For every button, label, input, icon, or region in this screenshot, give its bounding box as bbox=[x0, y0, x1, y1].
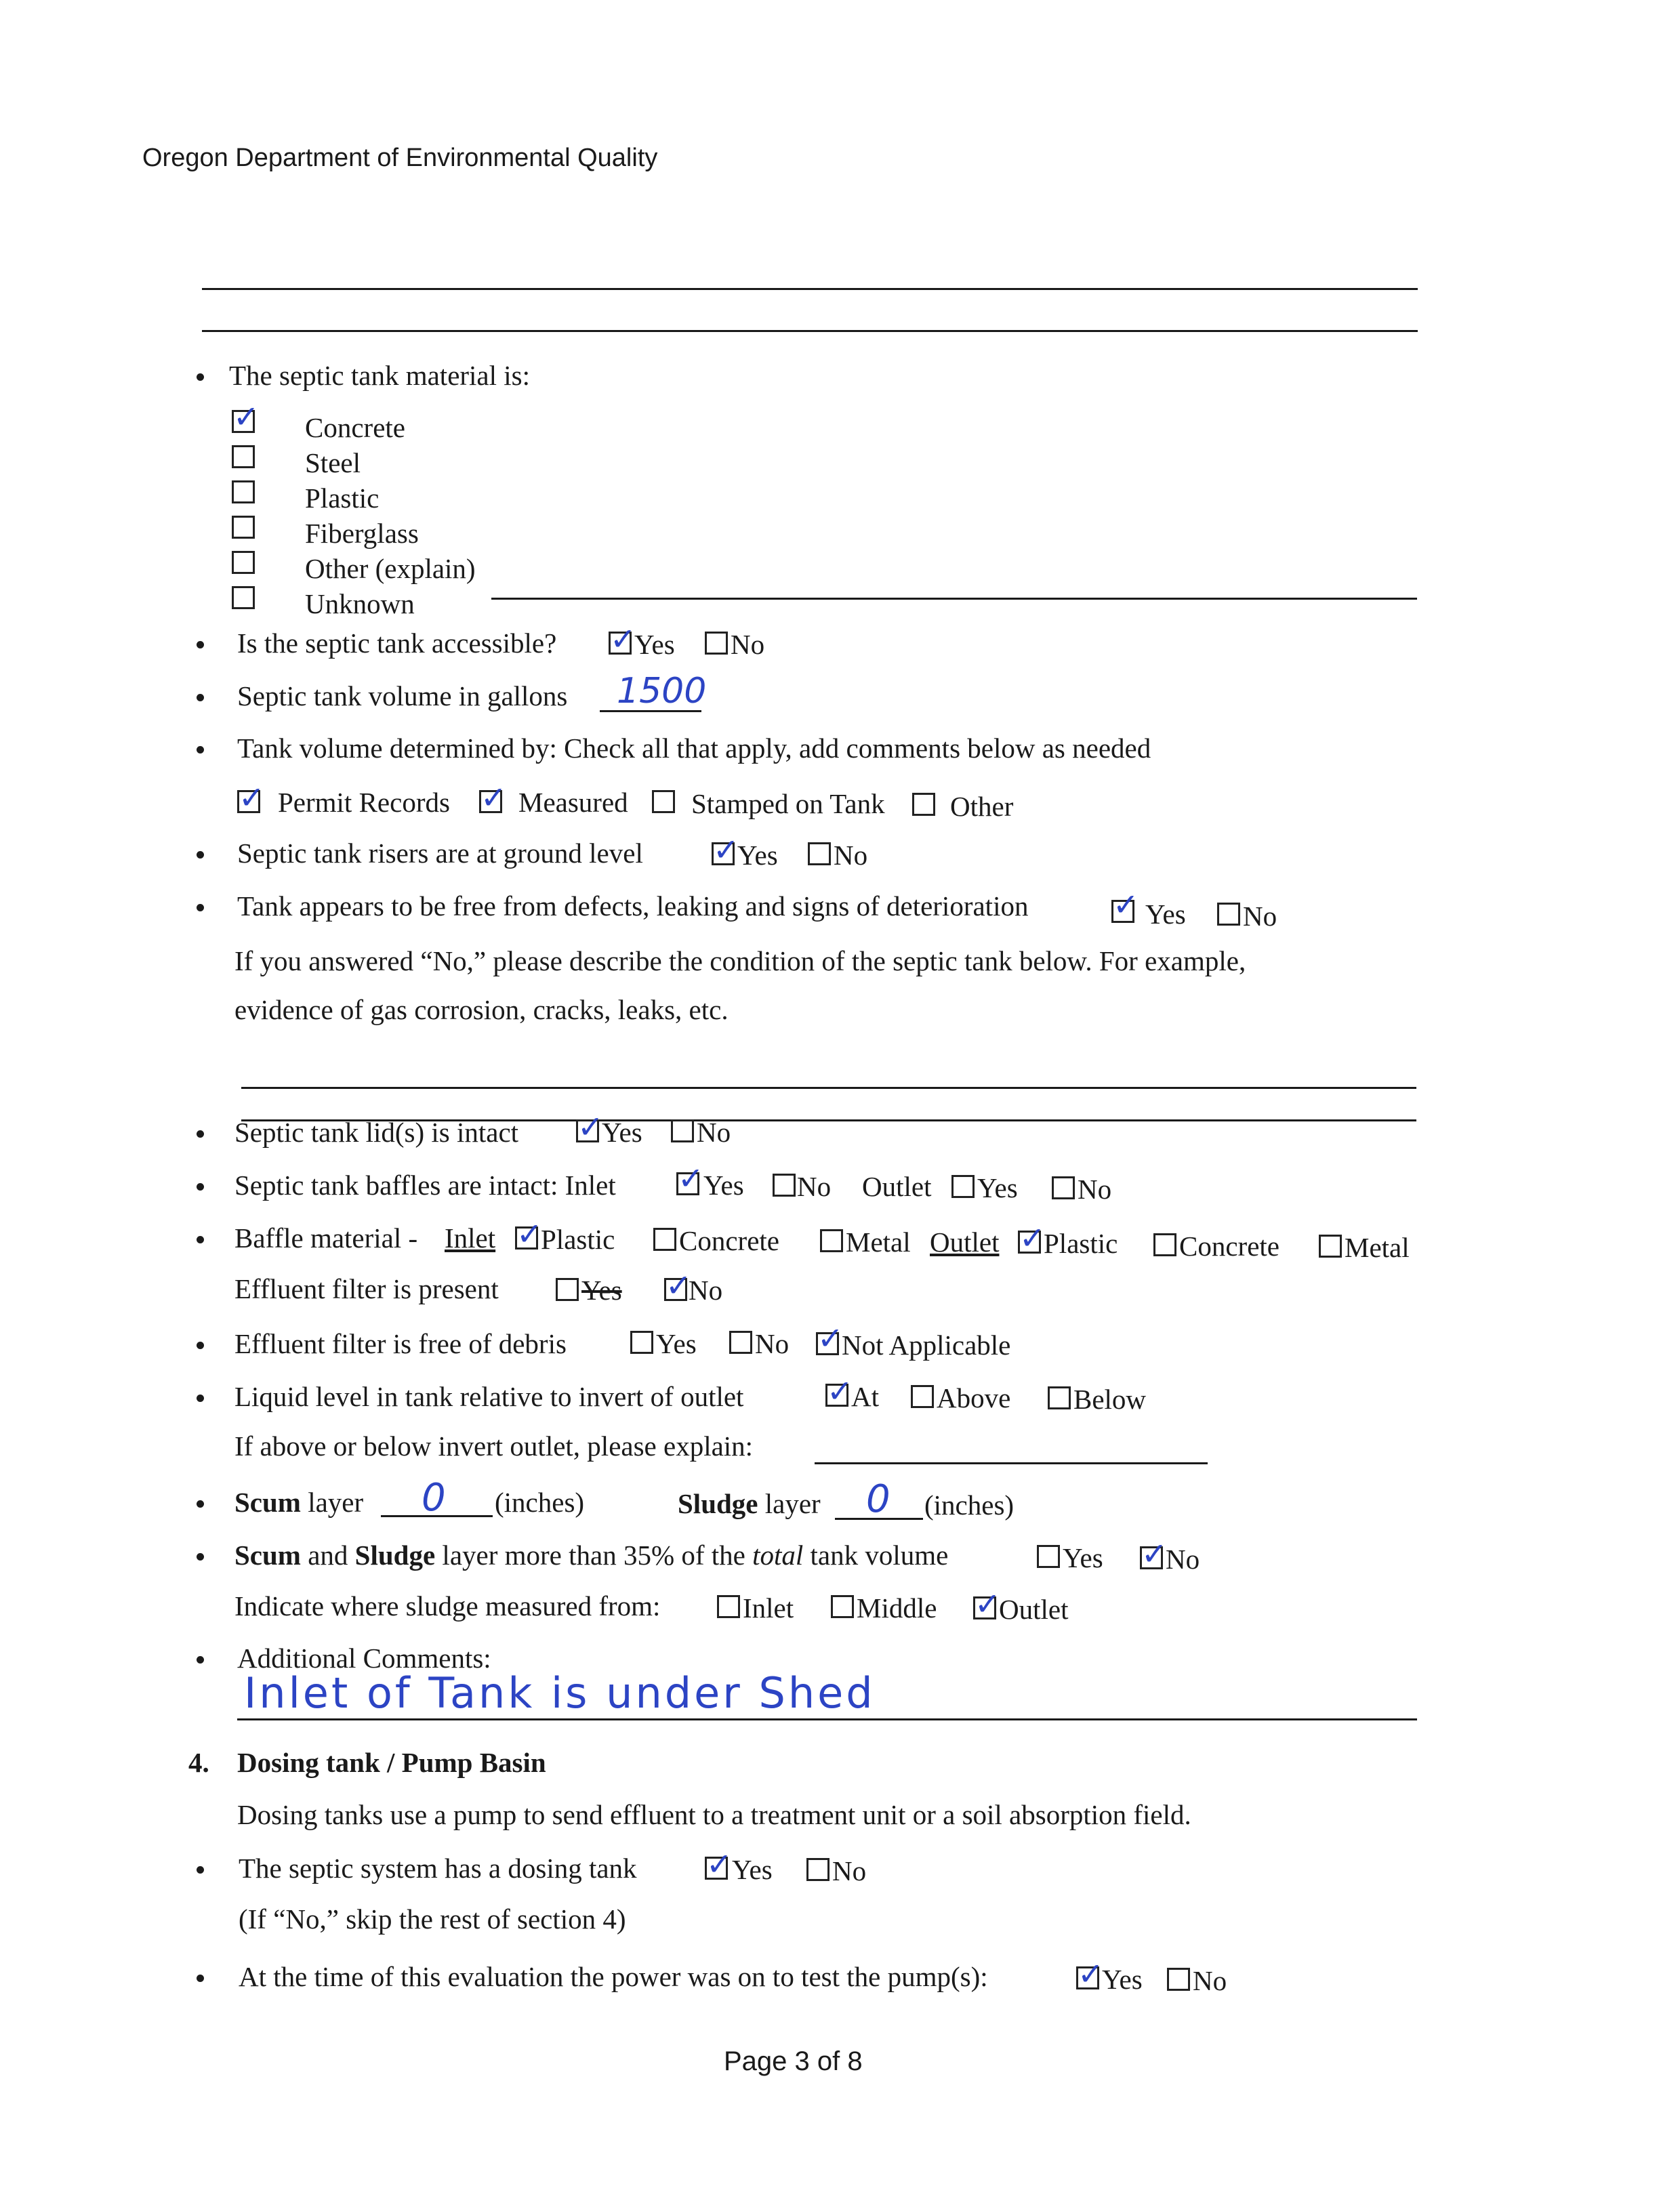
outlet-metal-label: Metal bbox=[1345, 1232, 1410, 1263]
section-description: Dosing tanks use a pump to send effluent to a treatment unit or a soil absorption field. bbox=[237, 1799, 1191, 1830]
defects-label: Tank appears to be free from defects, leaking and signs of deterioration bbox=[237, 890, 1029, 922]
percent-sludge: Sludge bbox=[354, 1540, 436, 1571]
bullet bbox=[197, 1866, 204, 1874]
check-mark: ✓ bbox=[480, 779, 507, 816]
defects-note-2: evidence of gas corrosion, cracks, leaks, etc. bbox=[234, 994, 729, 1025]
inlet-yes-label: Yes bbox=[703, 1170, 744, 1201]
liquid-explain-label: If above or below invert outlet, please explain: bbox=[234, 1430, 754, 1462]
free-no-label: No bbox=[755, 1328, 790, 1359]
bullet bbox=[197, 904, 204, 911]
scum-layer-word: layer bbox=[300, 1487, 364, 1518]
defects-note-1: If you answered “No,” please describe the condition of the septic tank below. For example, bbox=[234, 945, 1246, 976]
bullet bbox=[197, 641, 204, 648]
checkbox-outlet-concrete[interactable] bbox=[1153, 1233, 1176, 1256]
checkbox-inlet-concrete[interactable] bbox=[653, 1228, 676, 1251]
sludge-label bbox=[678, 1487, 821, 1520]
baffle-outlet-label: Outlet bbox=[930, 1226, 1000, 1258]
check-mark: ✓ bbox=[706, 1846, 733, 1882]
bullet bbox=[197, 851, 204, 859]
checkbox-lid-no[interactable] bbox=[671, 1119, 694, 1142]
bullet bbox=[197, 1975, 204, 1982]
option-steel: Steel bbox=[305, 447, 361, 478]
risers-no-label: No bbox=[834, 840, 868, 871]
percent-total: total bbox=[752, 1540, 804, 1571]
outlet-label: Outlet bbox=[862, 1171, 932, 1202]
check-mark: ✓ bbox=[678, 1160, 704, 1197]
inlet-metal-label: Metal bbox=[846, 1226, 911, 1258]
option-unknown: Unknown bbox=[305, 588, 415, 619]
sludge-layer-word: layer bbox=[758, 1488, 821, 1519]
inlet-plastic-label: Plastic bbox=[541, 1224, 615, 1255]
check-mark-concrete: ✓ bbox=[233, 398, 260, 435]
outlet-plastic-label: Plastic bbox=[1044, 1228, 1118, 1259]
comments-label: Additional Comments: bbox=[237, 1643, 491, 1674]
check-mark: ✓ bbox=[1141, 1535, 1168, 1572]
risers-yes-label: Yes bbox=[737, 840, 778, 871]
check-mark: ✓ bbox=[1019, 1220, 1046, 1256]
check-mark: ✓ bbox=[713, 831, 739, 868]
percent-and: and bbox=[300, 1540, 355, 1571]
bullet bbox=[197, 1395, 204, 1402]
option-plastic: Plastic bbox=[305, 482, 380, 514]
checkbox-plastic[interactable] bbox=[232, 480, 255, 503]
liquid-at-label: At bbox=[851, 1381, 879, 1412]
sludge-where-label: Indicate where sludge measured from: bbox=[234, 1590, 661, 1622]
checkbox-dosing-no[interactable] bbox=[806, 1858, 829, 1881]
comments-value[interactable]: Inlet of Tank is under Shed bbox=[244, 1668, 876, 1718]
checkbox-unknown[interactable] bbox=[232, 586, 255, 609]
checkbox-where-middle[interactable] bbox=[831, 1595, 854, 1618]
check-mark: ✓ bbox=[610, 621, 636, 657]
checkbox-accessible-no[interactable] bbox=[705, 632, 728, 655]
scum-label bbox=[234, 1486, 363, 1519]
check-mark: ✓ bbox=[975, 1586, 1001, 1622]
bullet bbox=[197, 1183, 204, 1191]
divider-top-2 bbox=[202, 330, 1418, 332]
checkbox-defects-no[interactable] bbox=[1217, 903, 1240, 926]
material-question: The septic tank material is: bbox=[229, 360, 531, 391]
check-mark: ✓ bbox=[516, 1216, 543, 1252]
measured-label: Measured bbox=[518, 787, 628, 818]
lid-no-label: No bbox=[697, 1117, 731, 1148]
checkbox-power-no[interactable] bbox=[1167, 1968, 1190, 1991]
check-mark: ✓ bbox=[577, 1109, 604, 1145]
accessible-yes-label: Yes bbox=[634, 629, 675, 660]
option-other: Other (explain) bbox=[305, 553, 476, 584]
defects-line-1[interactable] bbox=[241, 1087, 1416, 1089]
inlet-no-label: No bbox=[797, 1171, 832, 1202]
risers-label: Septic tank risers are at ground level bbox=[237, 838, 643, 869]
bullet bbox=[197, 1500, 204, 1508]
dosing-tank-question: The septic system has a dosing tank bbox=[239, 1853, 637, 1884]
permit-records-label: Permit Records bbox=[278, 787, 450, 818]
bullet bbox=[197, 1342, 204, 1349]
sludge-value[interactable]: 0 bbox=[866, 1477, 890, 1521]
other-method-label: Other bbox=[950, 791, 1014, 822]
divider-top-1 bbox=[202, 288, 1418, 290]
outlet-concrete-label: Concrete bbox=[1179, 1231, 1279, 1262]
section-number: 4. bbox=[188, 1747, 209, 1778]
bullet bbox=[197, 694, 204, 701]
checkbox-steel[interactable] bbox=[232, 445, 255, 468]
liquid-explain-line[interactable] bbox=[815, 1462, 1208, 1464]
where-middle-label: Middle bbox=[857, 1592, 937, 1624]
skip-note: (If “No,” skip the rest of section 4) bbox=[239, 1903, 626, 1935]
checkbox-inlet-metal[interactable] bbox=[820, 1229, 843, 1252]
determined-label: Tank volume determined by: Check all that apply, add comments below as needed bbox=[237, 732, 1151, 764]
outlet-no-label: No bbox=[1078, 1174, 1112, 1205]
free-na-label: Not Applicable bbox=[842, 1329, 1011, 1361]
checkbox-outlet-yes[interactable] bbox=[951, 1175, 975, 1198]
power-yes-label: Yes bbox=[1102, 1964, 1143, 1995]
option-fiberglass: Fiberglass bbox=[305, 518, 419, 549]
percent-label bbox=[234, 1539, 948, 1571]
stamped-label: Stamped on Tank bbox=[691, 788, 885, 819]
checkbox-other[interactable] bbox=[232, 551, 255, 574]
sludge-word: Sludge bbox=[678, 1488, 758, 1519]
bullet bbox=[197, 373, 204, 381]
bullet bbox=[197, 1130, 204, 1138]
filter-yes-label: Yes bbox=[581, 1275, 622, 1306]
filter-present-label: Effluent filter is present bbox=[234, 1273, 499, 1304]
checkbox-liquid-below[interactable] bbox=[1048, 1386, 1071, 1409]
lid-label: Septic tank lid(s) is intact bbox=[234, 1117, 519, 1148]
scum-value[interactable]: 0 bbox=[422, 1476, 446, 1520]
filter-free-label: Effluent filter is free of debris bbox=[234, 1328, 567, 1359]
page-number: Page 3 of 8 bbox=[724, 2046, 863, 2076]
comments-line[interactable] bbox=[237, 1718, 1417, 1720]
percent-rest-1: layer more than 35% of the bbox=[435, 1540, 753, 1571]
checkbox-filter-yes[interactable] bbox=[556, 1278, 579, 1301]
where-outlet-label: Outlet bbox=[999, 1594, 1069, 1625]
dosing-no-label: No bbox=[832, 1855, 867, 1886]
option-concrete: Concrete bbox=[305, 412, 405, 443]
checkbox-outlet-no[interactable] bbox=[1052, 1176, 1075, 1199]
check-mark: ✓ bbox=[239, 779, 265, 816]
sludge-inches: (inches) bbox=[924, 1489, 1015, 1521]
dosing-yes-label: Yes bbox=[732, 1854, 773, 1885]
check-mark: ✓ bbox=[1078, 1956, 1104, 1992]
percent-no-label: No bbox=[1166, 1544, 1200, 1575]
baffle-material-label: Baffle material - bbox=[234, 1222, 418, 1254]
defects-no-label: No bbox=[1243, 901, 1277, 932]
checkbox-outlet-metal[interactable] bbox=[1319, 1235, 1342, 1258]
check-mark: ✓ bbox=[665, 1267, 692, 1304]
lid-yes-label: Yes bbox=[602, 1117, 642, 1148]
check-mark: ✓ bbox=[1113, 886, 1139, 923]
inlet-concrete-label: Concrete bbox=[679, 1225, 779, 1256]
volume-label: Septic tank volume in gallons bbox=[237, 680, 568, 711]
power-no-label: No bbox=[1193, 1965, 1227, 1996]
checkbox-free-yes[interactable] bbox=[630, 1331, 653, 1354]
percent-scum: Scum bbox=[234, 1540, 301, 1571]
outlet-yes-label: Yes bbox=[977, 1172, 1018, 1203]
liquid-above-label: Above bbox=[937, 1382, 1011, 1413]
baffles-label: Septic tank baffles are intact: Inlet bbox=[234, 1170, 616, 1201]
other-explain-line[interactable] bbox=[491, 598, 1417, 600]
section-title: Dosing tank / Pump Basin bbox=[237, 1747, 546, 1778]
bullet bbox=[197, 1236, 204, 1243]
checkbox-fiberglass[interactable] bbox=[232, 516, 255, 539]
checkbox-liquid-above[interactable] bbox=[911, 1385, 934, 1408]
where-inlet-label: Inlet bbox=[743, 1592, 794, 1624]
power-question: At the time of this evaluation the power was on to test the pump(s): bbox=[239, 1961, 988, 1992]
checkbox-other-method[interactable] bbox=[912, 793, 935, 816]
free-yes-label: Yes bbox=[656, 1328, 697, 1359]
checkbox-inlet-no[interactable] bbox=[773, 1174, 796, 1197]
filter-no-label: No bbox=[689, 1275, 723, 1306]
check-mark: ✓ bbox=[817, 1320, 844, 1357]
defects-yes-label: Yes bbox=[1145, 899, 1186, 930]
checkbox-where-inlet[interactable] bbox=[717, 1595, 740, 1618]
scum-inches: (inches) bbox=[495, 1487, 585, 1518]
accessible-no-label: No bbox=[731, 629, 765, 660]
check-mark: ✓ bbox=[827, 1373, 853, 1409]
liquid-below-label: Below bbox=[1073, 1384, 1147, 1415]
document-header: Oregon Department of Environmental Quality bbox=[142, 144, 658, 172]
scum-word: Scum bbox=[234, 1487, 301, 1518]
checkbox-stamped[interactable] bbox=[652, 790, 675, 813]
percent-rest-2: tank volume bbox=[803, 1540, 949, 1571]
bullet bbox=[197, 1553, 204, 1561]
percent-yes-label: Yes bbox=[1063, 1542, 1103, 1573]
checkbox-risers-no[interactable] bbox=[808, 842, 831, 865]
volume-value[interactable]: 1500 bbox=[617, 671, 707, 711]
checkbox-free-no[interactable] bbox=[729, 1331, 752, 1354]
liquid-label: Liquid level in tank relative to invert of outlet bbox=[234, 1381, 744, 1412]
checkbox-percent-yes[interactable] bbox=[1037, 1545, 1060, 1568]
bullet bbox=[197, 1656, 204, 1664]
bullet bbox=[197, 746, 204, 754]
accessible-question: Is the septic tank accessible? bbox=[237, 627, 557, 659]
baffle-inlet-label: Inlet bbox=[445, 1222, 496, 1254]
